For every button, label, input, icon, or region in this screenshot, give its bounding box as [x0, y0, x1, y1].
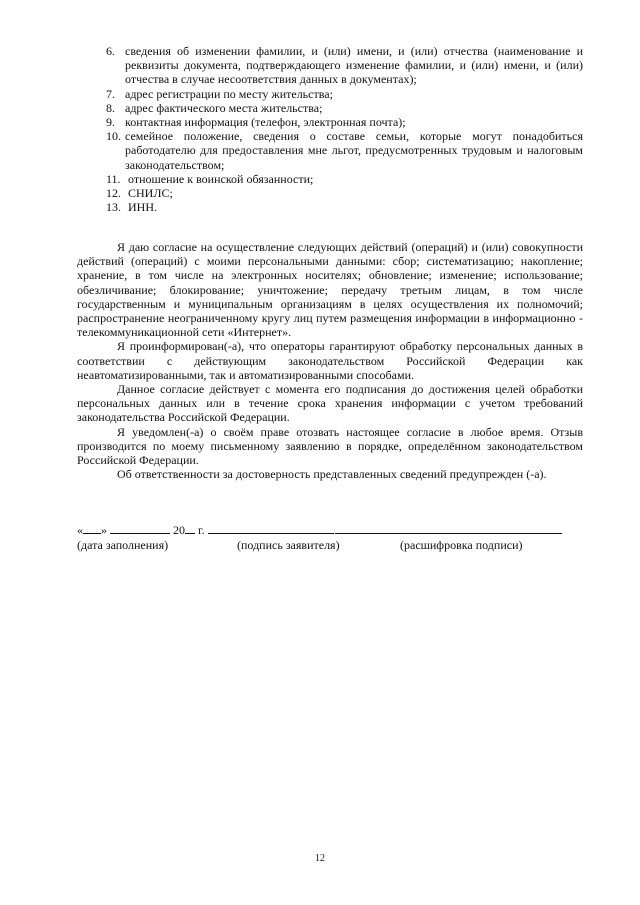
date-day-blank[interactable]	[83, 522, 101, 534]
date-open-quote: «	[77, 523, 83, 537]
list-item	[106, 200, 583, 214]
list-item	[106, 186, 583, 200]
list-item-number: 7.	[106, 86, 115, 101]
responsibility-paragraph: Об ответственности за достоверность представленных сведений предупрежден (-а).	[117, 467, 547, 482]
list-item	[106, 44, 583, 87]
list-item-number: 8.	[106, 100, 115, 115]
page-number: 12	[315, 853, 325, 864]
date-close-quote: »	[101, 523, 107, 537]
withdrawal-right-paragraph: Я уведомлен(-а) о своём праве отозвать настоящее согласие в любое время. Отзыв производится по моему письменному заявлению в порядке, определённом законодательством Российской Федерации.	[77, 424, 583, 468]
list-item-text: ИНН.	[128, 200, 157, 215]
list-item-number: 11.	[106, 171, 121, 186]
signature-captions	[77, 538, 583, 552]
list-item-number: 10.	[106, 129, 121, 144]
list-item-text: адрес фактического места жительства;	[125, 100, 323, 115]
date-month-blank[interactable]	[110, 522, 170, 534]
list-item	[106, 129, 583, 172]
list-item-number: 6.	[106, 44, 115, 58]
signature-line	[77, 522, 583, 537]
list-item-number: 12.	[106, 186, 121, 201]
personal-data-list	[106, 44, 583, 214]
date-year-blank[interactable]	[185, 522, 195, 534]
consent-validity-paragraph: Данное согласие действует с момента его подписания до достижения целей обработки персональных данных или в течение срока хранения информации с учетом требований законодательства Российской Федерации.	[77, 382, 583, 425]
list-item-text: СНИЛС;	[128, 186, 173, 201]
consent-body	[77, 240, 583, 481]
list-item-text: адрес регистрации по месту жительства;	[125, 86, 333, 101]
list-item	[106, 115, 583, 129]
decoding-caption: (расшифровка подписи)	[400, 538, 523, 552]
consent-actions-paragraph: Я даю согласие на осуществление следующих действий (операций) и (или) совокупности действий (операций) с моими персональными данными: сбор; систематизацию; накопление; хранение, в том числе на электронных носителях; обновление; изменение; использование; обезличивание; блокирование; уничтожение; передачу третьим лицам, в том числе государственным и муниципальным организациям в целях осуществления их полномочий; распространение неограниченному кругу лиц путем размещения информации в информационно - телекоммуникационной сети «Интернет».	[77, 240, 583, 340]
signature-blank[interactable]	[208, 522, 334, 534]
date-year-suffix: г.	[198, 523, 205, 537]
list-item	[106, 101, 583, 115]
list-item	[106, 172, 583, 186]
date-year-prefix: 20	[173, 523, 185, 537]
operators-guarantee-paragraph: Я проинформирован(-а), что операторы гарантируют обработку персональных данных в соответствии с действующим законодательством Российской Федерации как неавтоматизированными, так и автоматизированными способами.	[77, 339, 583, 382]
list-item-text: сведения об изменении фамилии, и (или) имени, и (или) отчества (наименование и реквизиты документа, подтверждающего изменение фамилии, и (или) имени, и (или) отчества в случае несоответствия данных в документах);	[125, 44, 583, 87]
list-item-text: семейное положение, сведения о составе семьи, которые могут понадобиться работодателю для предоставления мне льгот, предусмотренных трудовым и налоговым законодательством;	[125, 129, 583, 172]
list-item-number: 13.	[106, 200, 121, 215]
list-item-text: отношение к воинской обязанности;	[128, 171, 314, 186]
list-item	[106, 87, 583, 101]
signature-decoding-blank[interactable]	[335, 522, 562, 534]
date-caption: (дата заполнения)	[77, 538, 169, 552]
list-item-number: 9.	[106, 115, 115, 130]
list-item-text: контактная информация (телефон, электронная почта);	[125, 115, 406, 130]
signature-caption: (подпись заявителя)	[237, 538, 340, 552]
